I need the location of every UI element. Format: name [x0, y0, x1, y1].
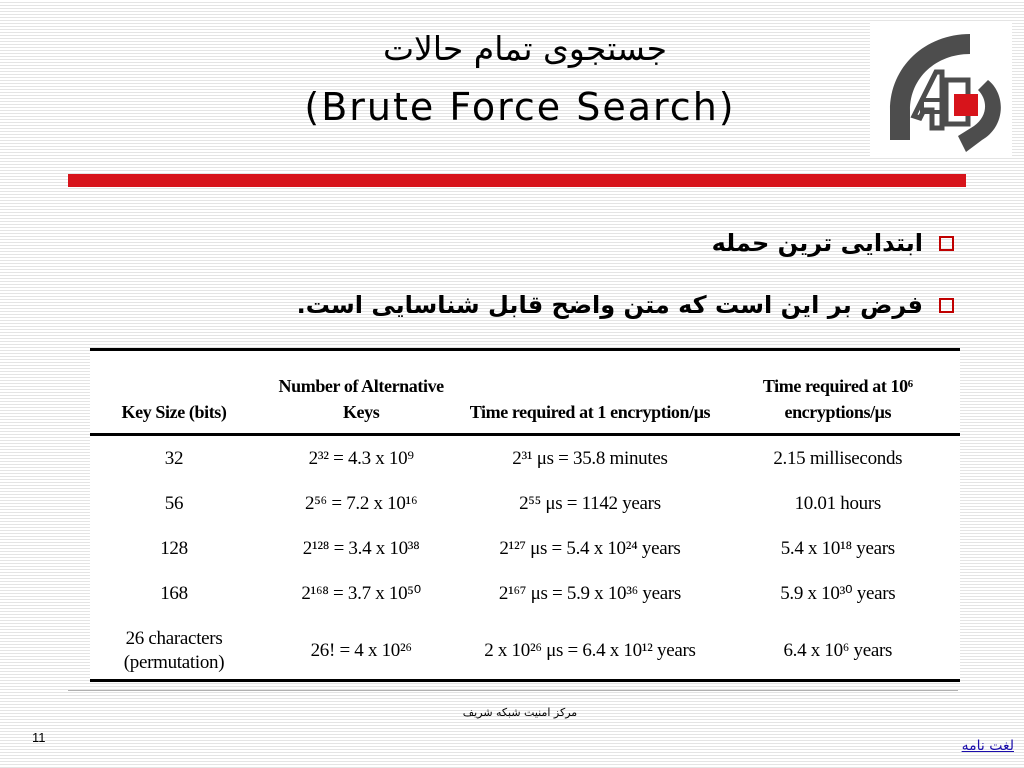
table-cell: 56 [164, 492, 184, 514]
table-cell: 2¹⁶⁷ μs = 5.9 x 10³⁶ years [498, 582, 681, 604]
table-cell: 10.01 hours [794, 492, 881, 514]
footer-divider [68, 690, 958, 691]
bullet-text: ابتدایی ترین حمله [711, 229, 923, 257]
table-cell: 26 characters (permutation) [123, 628, 225, 673]
table-row [90, 435, 960, 482]
table-header-row [90, 351, 960, 435]
table-cell: 32 [164, 447, 184, 469]
table-cell: 2¹²⁷ μs = 5.4 x 10²⁴ years [499, 537, 681, 559]
column-header-alternative-keys: Number of Alternative Keys [258, 351, 464, 435]
table-row [90, 616, 960, 686]
title-divider-bar [68, 174, 966, 187]
table-cell: 6.4 x 10⁶ years [783, 640, 893, 661]
organization-logo [870, 22, 1012, 156]
table-cell: 5.9 x 10³⁰ years [780, 582, 896, 604]
key-table [90, 351, 960, 686]
column-header-time-1-encryption: Time required at 1 encryption/μs [464, 351, 715, 435]
table-cell: 26! = 4 x 10²⁶ [310, 640, 412, 661]
footer-organization: مرکز امنیت شبکه شریف [462, 706, 578, 719]
glossary-link[interactable]: لغت نامه [961, 738, 1014, 754]
column-header-time-million-encryptions: Time required at 10⁶ encryptions/μs [716, 351, 960, 435]
table-cell: 2¹⁶⁸ = 3.7 x 10⁵⁰ [301, 582, 421, 604]
hollow-square-bullet-icon [939, 236, 954, 251]
key-search-time-table [90, 348, 960, 682]
table-cell: 5.4 x 10¹⁸ years [780, 537, 895, 559]
table-cell: 168 [160, 582, 188, 604]
column-header-key-size: Key Size (bits) [90, 351, 258, 435]
hollow-square-bullet-icon [939, 298, 954, 313]
table-cell: 2 x 10²⁶ μs = 6.4 x 10¹² years [484, 640, 696, 661]
bullet-item [712, 226, 954, 260]
table-cell: 2³¹ μs = 35.8 minutes [512, 447, 668, 469]
bullet-text: فرض بر این است که متن واضح قابل شناسایی است. [296, 291, 923, 319]
table-cell: 2.15 milliseconds [773, 447, 903, 469]
table-cell: 2¹²⁸ = 3.4 x 10³⁸ [302, 537, 420, 559]
table-cell: 2⁵⁶ = 7.2 x 10¹⁶ [305, 492, 418, 514]
slide-title-persian: جستجوی تمام حالات [382, 29, 668, 68]
slide-number: 11 [32, 730, 46, 745]
slide-title-english: (Brute Force Search) [304, 85, 736, 129]
table-cell: 2⁵⁵ μs = 1142 years [519, 492, 661, 514]
table-row [90, 526, 960, 571]
logo-icon [870, 22, 1012, 156]
table-cell: 128 [160, 537, 188, 559]
table-row [90, 481, 960, 526]
bullet-item [297, 288, 954, 322]
table-cell: 2³² = 4.3 x 10⁹ [308, 447, 414, 469]
table-row [90, 571, 960, 616]
